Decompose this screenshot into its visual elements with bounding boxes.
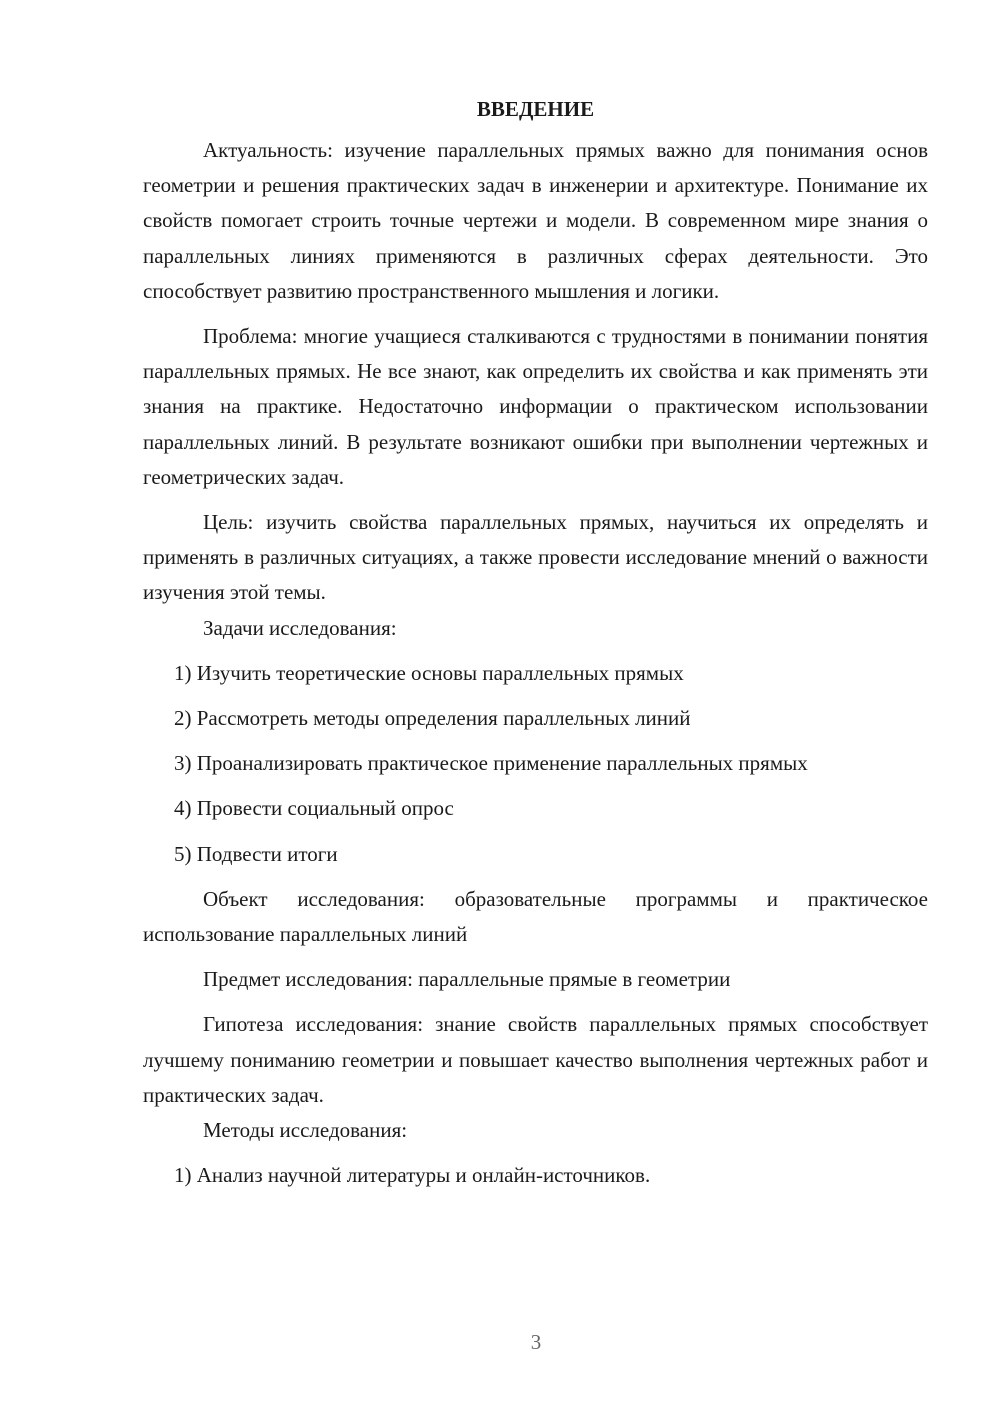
task-item-4: 4) Провести социальный опрос — [174, 796, 454, 821]
task-item-3: 3) Проанализировать практическое применение параллельных прямых — [174, 751, 808, 776]
tasks-heading: Задачи исследования: — [203, 615, 397, 640]
object-paragraph: Объект исследования: образовательные программы и практическое использование параллельных линий — [143, 886, 928, 947]
relevance-paragraph: Актуальность: изучение параллельных прямых важно для понимания основ геометрии и решения практических задач в инженерии и архитектуре. Понимание их свойств помогает строить точные чертежи и модели. В современном мире знания о параллельных линиях применяются в различных сферах деятельности. Это способствует развитию пространственного мышления и логики. — [143, 138, 928, 303]
page-number: 3 — [530, 1330, 542, 1354]
task-item-1: 1) Изучить теоретические основы параллельных прямых — [174, 660, 684, 685]
problem-paragraph: Проблема: многие учащиеся сталкиваются с трудностями в понимании понятия параллельных прямых. Не все знают, как определить их свойства и как применять эти знания на практике. Недостаточно информации о практическом использовании параллельных линий. В результате возникают ошибки при выполнении чертежных и геометрических задач. — [143, 324, 928, 489]
task-item-2: 2) Рассмотреть методы определения параллельных линий — [174, 706, 691, 731]
methods-heading: Методы исследования: — [203, 1118, 408, 1143]
task-item-5: 5) Подвести итоги — [174, 841, 338, 866]
goal-paragraph: Цель: изучить свойства параллельных прямых, научиться их определять и применять в различных ситуациях, а также провести исследование мнений о важности изучения этой темы. — [143, 510, 928, 605]
hypothesis-paragraph: Гипотеза исследования: знание свойств параллельных прямых способствует лучшему пониманию геометрии и повышает качество выполнения чертежных работ и практических задач. — [143, 1012, 928, 1107]
document-page — [143, 92, 928, 1193]
subject-paragraph: Предмет исследования: параллельные прямые в геометрии — [203, 967, 731, 992]
section-title: ВВЕДЕНИЕ — [476, 97, 595, 121]
method-item-1: 1) Анализ научной литературы и онлайн-источников. — [174, 1163, 651, 1188]
